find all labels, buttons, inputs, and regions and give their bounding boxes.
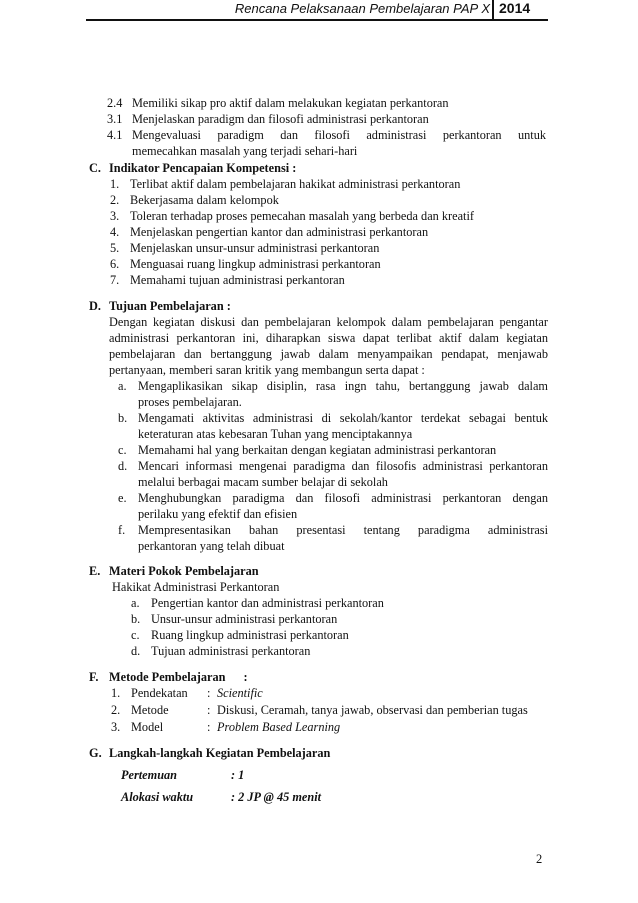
method-row: 3. Model : Problem Based Learning bbox=[111, 720, 341, 734]
materi-subtitle: Hakikat Administrasi Perkantoran bbox=[112, 580, 280, 594]
materi-item: b. Unsur-unsur administrasi perkantoran bbox=[131, 612, 338, 626]
top-item: 4.1 Mengevaluasi paradigm dan filosofi administrasi perkantoran untuk bbox=[107, 128, 546, 142]
objective-intro-line: pembelajaran dan bertanggung jawab dalam menyampaikan pendapat, menjawab bbox=[109, 347, 548, 361]
top-item: 2.4 Memiliki sikap pro aktif dalam melakukan kegiatan perkantoran bbox=[107, 96, 449, 110]
indicator-item: 5. Menjelaskan unsur-unsur administrasi perkantoran bbox=[110, 241, 380, 255]
objective-item: b. Mengamati aktivitas administrasi di sekolah/kantor terdekat sebagai bentuk bbox=[118, 411, 548, 425]
section-d-heading: D. Tujuan Pembelajaran : bbox=[89, 299, 231, 313]
page-number: 2 bbox=[536, 852, 543, 866]
indicator-item: 2. Bekerjasama dalam kelompok bbox=[110, 193, 279, 207]
section-g-heading: G. Langkah-langkah Kegiatan Pembelajaran bbox=[89, 746, 331, 760]
method-row: 2. Metode : Diskusi, Ceramah, tanya jawab, observasi dan pemberian tugas bbox=[111, 703, 528, 717]
objective-item: a. Mengaplikasikan sikap disiplin, rasa ingn tahu, bertanggung jawab dalam bbox=[118, 379, 548, 393]
section-f-heading: F. Metode Pembelajaran : bbox=[89, 670, 248, 684]
materi-item: a. Pengertian kantor dan administrasi perkantoran bbox=[131, 596, 384, 610]
section-e-heading: E. Materi Pokok Pembelajaran bbox=[89, 564, 259, 578]
header-separator bbox=[492, 0, 494, 19]
objective-item-continuation: melalui berbagai macam sumber belajar di sekolah bbox=[138, 475, 388, 489]
objective-item: e. Menghubungkan paradigma dan filosofi administrasi perkantoran dengan bbox=[118, 491, 548, 505]
top-item: 3.1 Menjelaskan paradigm dan filosofi administrasi perkantoran bbox=[107, 112, 429, 126]
objective-intro-line: Dengan kegiatan diskusi dan pembelajaran kelompok dalam pembelajaran pengantar bbox=[109, 315, 548, 329]
top-item-continuation: memecahkan masalah yang terjadi sehari-hari bbox=[132, 144, 358, 158]
objective-item: c. Memahami hal yang berkaitan dengan kegiatan administrasi perkantoran bbox=[118, 443, 497, 457]
indicator-item: 6. Menguasai ruang lingkup administrasi perkantoran bbox=[110, 257, 381, 271]
objective-intro-line: pertanyaan, memberi saran kritik yang membangun serta dapat : bbox=[109, 363, 425, 377]
objective-item-continuation: keteraturan atas kebesaran Tuhan yang menciptakannya bbox=[138, 427, 413, 441]
indicator-item: 1. Terlibat aktif dalam pembelajaran hakikat administrasi perkantoran bbox=[110, 177, 461, 191]
indicator-item: 4. Menjelaskan pengertian kantor dan administrasi perkantoran bbox=[110, 225, 429, 239]
page-header bbox=[86, 0, 548, 21]
indicator-item: 3. Toleran terhadap proses pemecahan masalah yang berbeda dan kreatif bbox=[110, 209, 474, 223]
objective-item-continuation: proses pembelajaran. bbox=[138, 395, 242, 409]
materi-item: d. Tujuan administrasi perkantoran bbox=[131, 644, 311, 658]
schedule-row: Pertemuan : 1 bbox=[121, 768, 245, 782]
header-year: 2014 bbox=[499, 0, 531, 16]
objective-intro-line: administrasi perkantoran ini, diharapkan siswa dapat terlibat aktif dalam kegiatan bbox=[109, 331, 548, 345]
objective-item: d. Mencari informasi mengenai paradigma dan filosofis administrasi perkantoran bbox=[118, 459, 548, 473]
method-row: 1. Pendekatan : Scientific bbox=[111, 686, 263, 700]
materi-item: c. Ruang lingkup administrasi perkantoran bbox=[131, 628, 349, 642]
header-title: Rencana Pelaksanaan Pembelajaran PAP X bbox=[234, 1, 490, 16]
indicator-item: 7. Memahami tujuan administrasi perkantoran bbox=[110, 273, 345, 287]
section-c-heading: C. Indikator Pencapaian Kompetensi : bbox=[89, 161, 297, 175]
objective-item: f. Mempresentasikan bahan presentasi tentang paradigma administrasi bbox=[118, 523, 548, 537]
objective-item-continuation: perkantoran yang telah dibuat bbox=[138, 539, 285, 553]
objective-item-continuation: perilaku yang efektif dan efisien bbox=[138, 507, 298, 521]
schedule-row: Alokasi waktu : 2 JP @ 45 menit bbox=[121, 790, 322, 804]
